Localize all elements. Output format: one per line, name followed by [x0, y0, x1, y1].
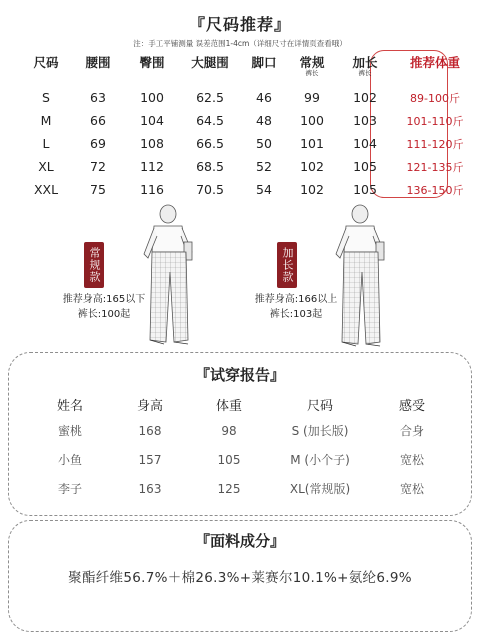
long-length-text: 裤长:103起 [269, 309, 323, 320]
header-waist: 腰围 [85, 55, 111, 70]
size-row [22, 86, 478, 109]
hem-cell: 48 [256, 113, 272, 128]
long-badge: 加长款 [277, 242, 297, 288]
tryon-table [30, 392, 452, 503]
weight-cell: 121-135斤 [406, 160, 464, 174]
regular-badge: 常规款 [84, 242, 104, 288]
hem-cell: 54 [256, 182, 272, 197]
waist-cell: 69 [90, 136, 106, 151]
size-row [22, 132, 478, 155]
thigh-cell: 62.5 [196, 90, 224, 105]
header-long-length: 加长 裤长 [352, 55, 378, 77]
weight-cell: 89-100斤 [410, 91, 460, 105]
waist-cell: 75 [90, 182, 106, 197]
regular-length-cell: 102 [300, 159, 324, 174]
weight-cell: 125 [217, 481, 241, 496]
hip-cell: 112 [140, 159, 164, 174]
header-thigh: 大腿围 [191, 55, 229, 70]
header-size: 尺码 [33, 55, 59, 70]
hip-cell: 100 [140, 90, 164, 105]
size-row [22, 109, 478, 132]
header-name: 姓名 [56, 398, 83, 414]
header-height: 身高 [136, 398, 163, 414]
height-cell: 168 [138, 423, 162, 438]
regular-height-text: 推荐身高:165以下 [62, 294, 146, 305]
weight-cell: 98 [221, 423, 237, 438]
hip-cell: 116 [140, 182, 164, 197]
long-length-cell: 103 [353, 113, 377, 128]
waist-cell: 63 [90, 90, 106, 105]
long-length-cell: 102 [353, 90, 377, 105]
weight-cell: 111-120斤 [406, 137, 464, 151]
header-weight: 体重 [215, 398, 242, 414]
size-cell: XXL [33, 182, 59, 197]
size-cell: S (加长版) [291, 424, 349, 438]
waist-cell: 72 [90, 159, 106, 174]
regular-length-cell: 102 [300, 182, 324, 197]
tryon-row [30, 445, 452, 474]
thigh-cell: 66.5 [196, 136, 224, 151]
height-cell: 157 [138, 452, 162, 467]
height-cell: 163 [138, 481, 162, 496]
waist-cell: 66 [90, 113, 106, 128]
long-length-cell: 104 [353, 136, 377, 151]
regular-length-cell: 100 [300, 113, 324, 128]
regular-length-text: 裤长:100起 [77, 309, 131, 320]
size-cell: L [42, 136, 50, 151]
fit-cell: 宽松 [399, 453, 424, 467]
long-length-cell: 105 [353, 182, 377, 197]
fit-cell: 合身 [399, 424, 424, 438]
hem-cell: 50 [256, 136, 272, 151]
name-cell: 小鱼 [57, 453, 82, 467]
header-hem: 脚口 [251, 55, 277, 70]
header-fit: 感受 [398, 398, 425, 414]
regular-length-cell: 99 [304, 90, 320, 105]
weight-cell: 105 [217, 452, 241, 467]
hip-cell: 104 [140, 113, 164, 128]
regular-length-cell: 101 [300, 136, 324, 151]
hip-cell: 108 [140, 136, 164, 151]
header-regular-length: 常规 裤长 [299, 55, 325, 77]
hem-cell: 52 [256, 159, 272, 174]
tryon-row [30, 474, 452, 503]
measurement-note: 注：手工平铺测量 误差范围1-4cm（详细尺寸在详情页查看哦） [133, 39, 347, 48]
header-size: 尺码 [306, 398, 333, 414]
thigh-cell: 68.5 [196, 159, 224, 174]
header-hip: 臀围 [139, 55, 165, 70]
fabric-title: 『面料成分』 [194, 532, 285, 550]
size-cell: XL [38, 159, 54, 174]
name-cell: 蜜桃 [57, 424, 82, 438]
size-cell: M (小个子) [290, 453, 350, 467]
size-chart-header-row [22, 56, 478, 86]
long-model-sketch [324, 202, 404, 350]
fabric-composition: 聚酯纤维56.7%＋棉26.3%+莱赛尔10.1%+氨纶6.9% [68, 570, 412, 586]
long-height-text: 推荐身高:166以上 [254, 294, 338, 305]
long-length-cell: 105 [353, 159, 377, 174]
tryon-header-row [30, 392, 452, 416]
name-cell: 李子 [57, 482, 82, 496]
weight-cell: 101-110斤 [406, 114, 464, 128]
size-chart-table [22, 56, 478, 201]
thigh-cell: 64.5 [196, 113, 224, 128]
size-cell: XL(常规版) [289, 482, 351, 496]
fit-cell: 宽松 [399, 482, 424, 496]
size-cell: M [40, 113, 52, 128]
size-row [22, 155, 478, 178]
hem-cell: 46 [256, 90, 272, 105]
regular-model-sketch [130, 202, 210, 350]
size-section-title: 『尺码推荐』 [188, 15, 291, 34]
weight-cell: 136-150斤 [406, 183, 464, 197]
header-recommended-weight: 推荐体重 [409, 55, 460, 70]
size-row [22, 178, 478, 201]
thigh-cell: 70.5 [196, 182, 224, 197]
tryon-row [30, 416, 452, 445]
size-cell: S [42, 90, 50, 105]
tryon-title: 『试穿报告』 [194, 366, 285, 384]
